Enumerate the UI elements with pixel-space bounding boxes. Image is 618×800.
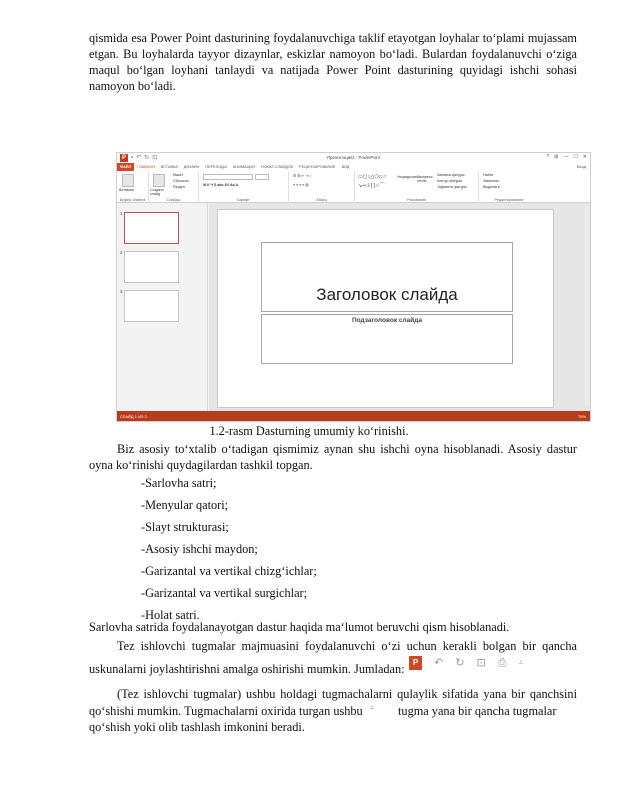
powerpoint-screenshot (116, 152, 591, 422)
intro-paragraph: Biz asosiy to‘xtalib o‘tadigan qismimiz aynan shu ishchi oyna hisoblanadi. Asosiy dastur oyna ko‘rinishi quydagilardan tashkil topgan. (89, 442, 577, 472)
subtitle-placeholder[interactable] (261, 314, 513, 364)
shapes-gallery-row2[interactable]: ↘⇨⇩{ }☆⌒ (358, 183, 385, 189)
shape-fill-button[interactable]: Заливка фигуры (437, 173, 465, 177)
group-label-slides: Слайды (166, 198, 181, 202)
shape-effects-button[interactable]: Эффекты фигуры (437, 185, 467, 189)
customize-toolbar-icon: ⩡ (370, 703, 375, 712)
figure-caption: 1.2-rasm Dasturning umumiy ko‘rinishi. (209, 424, 409, 438)
align-buttons[interactable]: ≡ ≡ ≡ ≡ ▥ (293, 183, 309, 187)
status-bar (117, 411, 590, 421)
quick-access-icons (409, 656, 523, 670)
group-label-drawing: Рисование (406, 198, 427, 202)
current-slide[interactable] (217, 209, 554, 408)
title-placeholder[interactable] (261, 242, 513, 312)
top-paragraph: qismida esa Power Point dasturining foydalanuvchiga taklif etayotgan loyhalar to‘plami mujassam etgan. Bu loyhalarda tayyor dizaynlar, eskizlar namoyon bo‘ladi. Bulardan foydalanuvchi o‘ziga maqul bo‘lgan loyhani tanlaydi va natijada Power Point dasturining quyidagi ishchi sohasi namoyon bo‘ladi. (89, 31, 577, 93)
slide-subtitle: Подзаголовок слайда (351, 317, 422, 324)
tab-design[interactable]: ДИЗАЙН (183, 165, 200, 169)
font-format-buttons[interactable]: Ж К Ч S abc AV Aa A (203, 183, 239, 187)
slide-number: 3 (120, 289, 123, 294)
group-label-clipboard: Буфер обмена (119, 198, 146, 202)
window-controls (546, 154, 587, 160)
undo-icon[interactable]: ↶ (136, 155, 142, 161)
paste-icon[interactable] (122, 174, 134, 187)
minimize-icon[interactable]: — (563, 154, 569, 160)
tab-transitions[interactable]: ПЕРЕХОДЫ (205, 165, 227, 169)
title-bar (117, 153, 590, 163)
tab-slideshow[interactable]: ПОКАЗ СЛАЙДОВ (260, 165, 294, 169)
slide-number: 1 (120, 211, 123, 216)
list-item: -Holat satri. (141, 608, 200, 622)
ribbon (117, 171, 590, 203)
select-button[interactable]: Выделить (483, 185, 500, 189)
layout-button[interactable]: Макет (173, 173, 184, 177)
redo-icon[interactable]: ↻ (144, 155, 150, 161)
list-item: -Slayt strukturasi; (141, 520, 229, 534)
slide-thumbnail-2[interactable] (124, 251, 179, 283)
paste-button[interactable]: Вставить (119, 188, 135, 192)
group-font (199, 171, 289, 203)
arrange-button[interactable]: Упорядочить (397, 175, 419, 179)
find-button[interactable]: Найти (483, 173, 494, 177)
maximize-icon[interactable]: ☐ (573, 154, 578, 160)
zoom-level[interactable]: 76% (577, 414, 586, 419)
slide-thumbnail-3[interactable] (124, 290, 179, 322)
group-paragraph (289, 171, 355, 203)
group-slides (149, 171, 199, 203)
powerpoint-logo-icon: P (121, 155, 126, 161)
list-buttons[interactable]: ☰ ☰ ⇤ ⇥ ↕ (293, 174, 312, 178)
group-label-font: Шрифт (237, 198, 250, 202)
customize-toolbar-icon[interactable]: ⩡ (518, 658, 523, 667)
list-item: -Asosiy ishchi maydon; (141, 542, 258, 556)
ribbon-tabs (117, 163, 590, 171)
tab-review[interactable]: РЕЦЕНЗИРОВАНИЕ (299, 165, 336, 169)
slide-thumbnail-1[interactable] (124, 212, 179, 244)
shape-outline-button[interactable]: Контур фигуры (437, 179, 463, 183)
shapes-gallery[interactable]: ▭▢○△⬠◇☆ (358, 174, 387, 180)
print-icon[interactable]: ⎙ (497, 656, 507, 669)
new-slide-icon[interactable] (153, 174, 165, 187)
tab-animation[interactable]: АНИМАЦИЯ (232, 165, 255, 169)
title-bar-paragraph: Sarlovha satrida foydalanayotgan dastur haqida ma‘lumot beruvchi qism hisoblanadi. (89, 620, 510, 634)
last-paragraph-line3: qo‘shish yoki olib tashlash imkonini beradi. (89, 720, 305, 734)
start-slideshow-icon[interactable]: ⊡ (476, 656, 486, 669)
sign-in-link[interactable]: Вход (576, 164, 586, 169)
group-label-editing: Редактирование (494, 198, 524, 202)
last-paragraph-line2b: tugma yana bir qancha tugmalar (398, 704, 557, 718)
list-item: -Garizantal va vertikal surgichlar; (141, 586, 308, 600)
ribbon-options-icon[interactable]: ⊞ (554, 154, 559, 160)
last-paragraph-line1: (Tez ishlovchi tugmalar) ushbu holdagi tugmachalarni qulaylik sifatida yana bir qanchsini (117, 687, 577, 701)
list-item: -Sarlovha satri; (141, 476, 217, 490)
font-size-dropdown[interactable] (255, 174, 269, 180)
close-icon[interactable]: ✕ (582, 154, 587, 160)
slide-number: 2 (120, 250, 123, 255)
last-paragraph-line2a: qo‘shishi mumkin. Tugmachalarni oxirida turgan ushbu (89, 704, 363, 718)
tab-insert[interactable]: ВСТАВКА (160, 165, 178, 169)
group-label-paragraph: Абзац (316, 198, 327, 202)
quick-paragraph-line2: uskunalarni joylashtirishni amalga oshirishi mumkin. Jumladan: (89, 662, 405, 676)
redo-icon[interactable]: ↻ (455, 656, 465, 669)
group-editing (479, 171, 539, 203)
replace-button[interactable]: Заменить (483, 179, 500, 183)
group-drawing (355, 171, 479, 203)
font-name-dropdown[interactable] (203, 174, 253, 180)
new-slide-button[interactable]: Создать слайд (150, 188, 164, 196)
powerpoint-logo-icon: P (409, 656, 422, 670)
slide-counter: СЛАЙД 1 ИЗ 3 (120, 414, 147, 419)
section-button[interactable]: Раздел (173, 185, 185, 189)
tab-file[interactable]: ФАЙЛ (117, 163, 134, 171)
quick-paragraph-line1: Tez ishlovchi tugmalar majmuasini foydalanuvchi o‘zi uchun kerakli bolgan bir qancha (117, 639, 577, 653)
slide-title: Заголовок слайда (316, 285, 458, 304)
window-title: Презентация1 - PowerPoint (327, 155, 380, 160)
undo-icon[interactable]: ↶ (434, 656, 444, 669)
group-clipboard (117, 171, 149, 203)
reset-button[interactable]: Сбросить (173, 179, 189, 183)
slide-thumbnail-pane (117, 203, 208, 411)
quick-styles-button[interactable]: Экспресс-стили (417, 175, 434, 183)
vertical-scrollbar[interactable] (585, 205, 589, 405)
tab-view[interactable]: ВИД (341, 165, 350, 169)
list-item: -Menyular qatori; (141, 498, 229, 512)
tab-home[interactable]: ГЛАВНАЯ (137, 165, 155, 169)
help-icon[interactable]: ? (546, 154, 550, 160)
list-item: -Garizantal va vertikal chizg‘ichlar; (141, 564, 317, 578)
start-show-icon[interactable]: ⊡ (152, 155, 158, 161)
save-icon[interactable]: ▪ (131, 155, 134, 161)
